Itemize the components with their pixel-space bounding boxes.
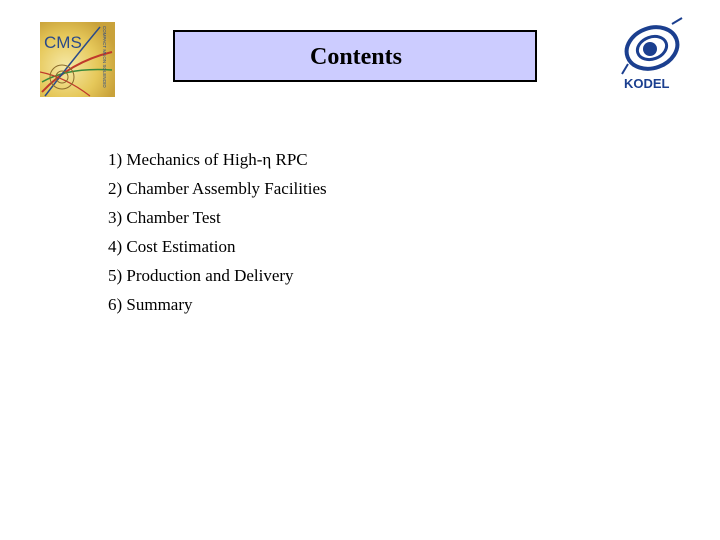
contents-item-4: 4) Cost Estimation	[108, 237, 236, 256]
contents-item-6: 6) Summary	[108, 295, 193, 314]
page-title: Contents	[309, 43, 402, 70]
contents-list	[108, 145, 327, 319]
contents-item-1: 1) Mechanics of High-η RPC	[108, 150, 308, 169]
kodel-logo	[620, 16, 690, 94]
kodel-logo-icon	[620, 16, 690, 94]
contents-item-2: 2) Chamber Assembly Facilities	[108, 179, 327, 198]
contents-item-3: 3) Chamber Test	[108, 208, 221, 227]
cms-logo	[40, 22, 115, 97]
title-box	[173, 30, 537, 82]
cms-logo-icon	[40, 22, 115, 97]
cms-logo-text: CMS	[44, 33, 82, 52]
contents-item-5: 5) Production and Delivery	[108, 266, 294, 285]
kodel-logo-text: KODEL	[624, 76, 670, 91]
cms-logo-side-text: COMPACT MUON SOLENOID	[102, 26, 107, 88]
